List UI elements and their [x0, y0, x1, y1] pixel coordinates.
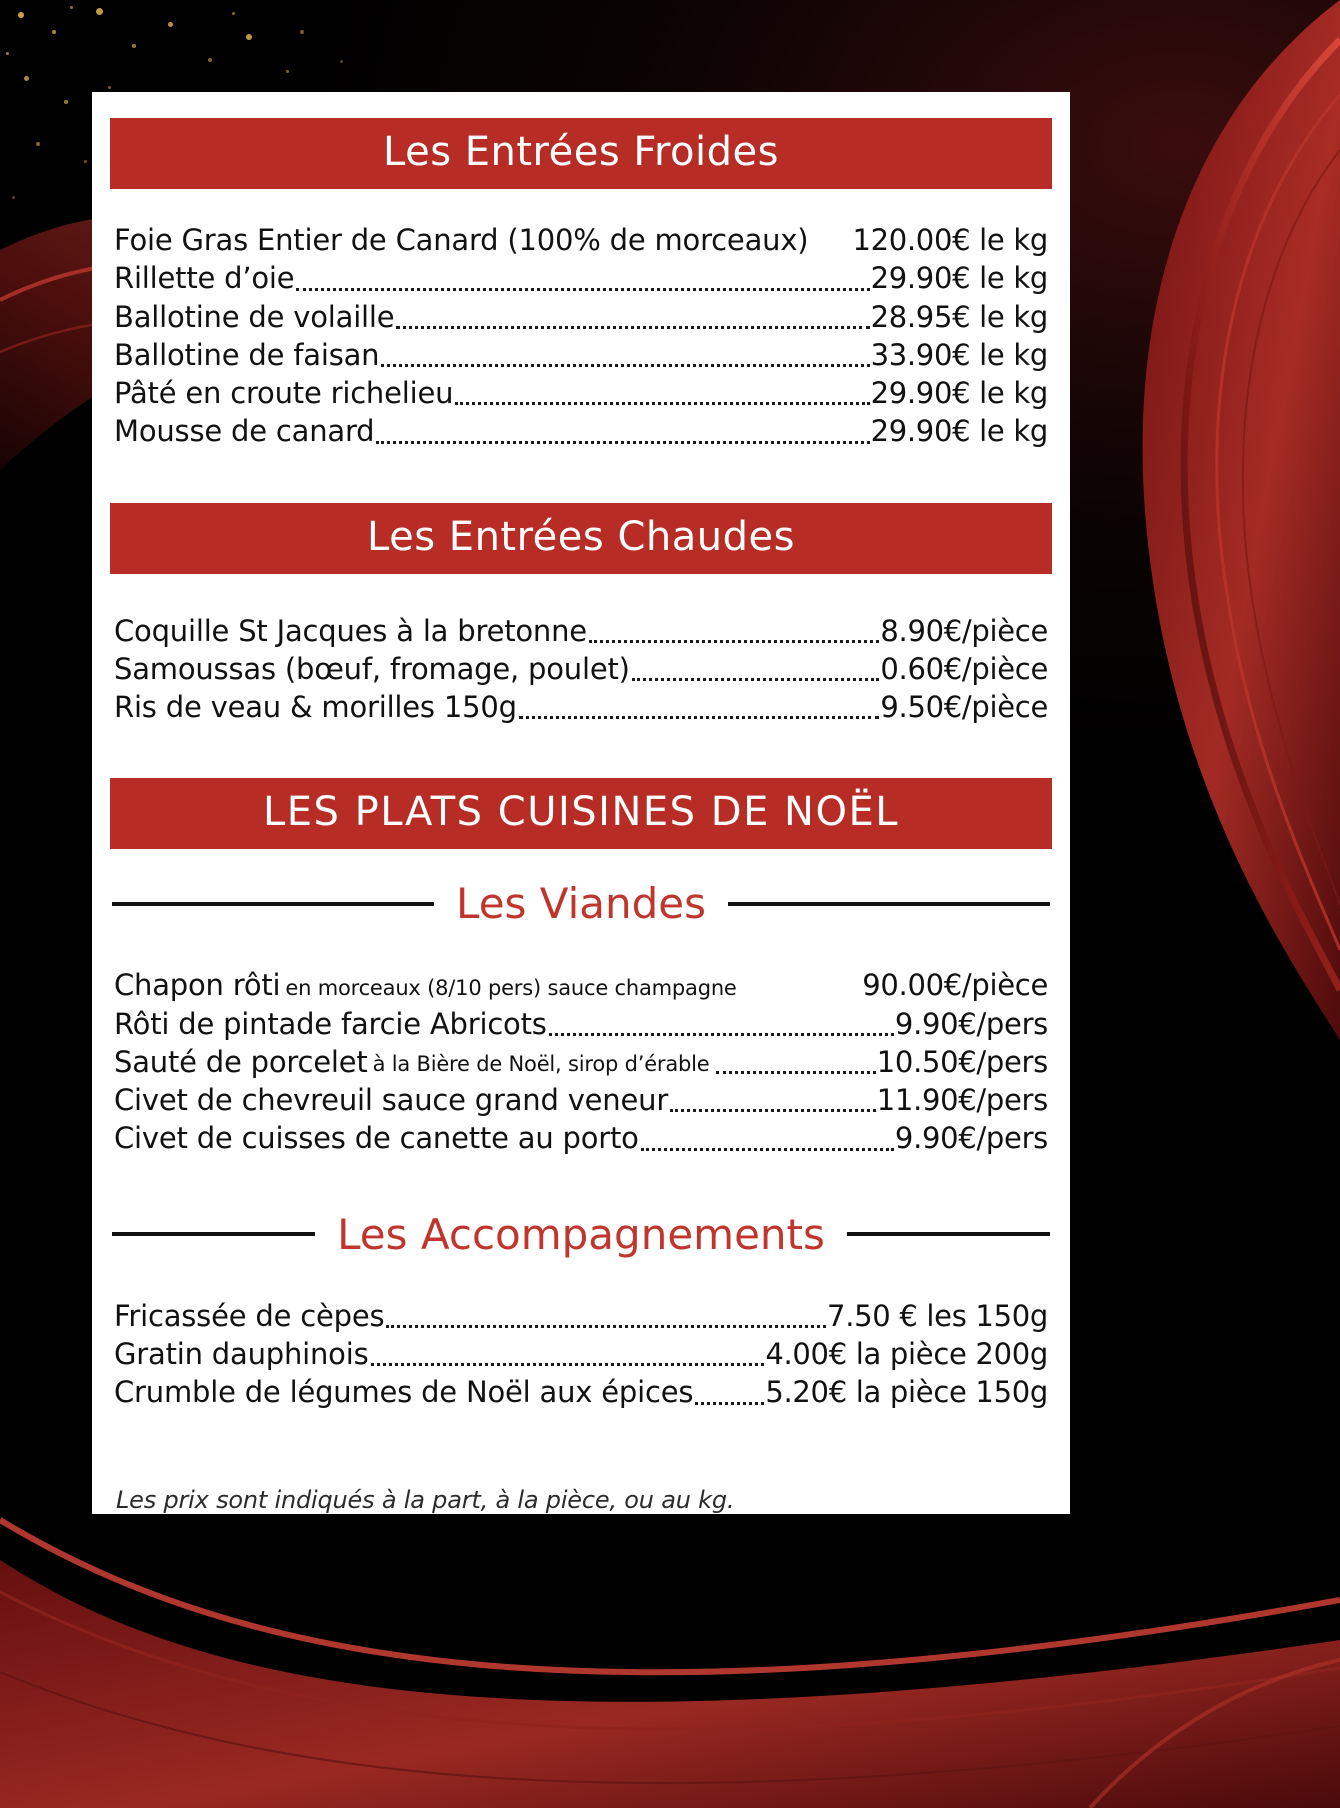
- section-banner-entrees-froides: Les Entrées Froides: [110, 118, 1052, 189]
- menu-item-row: [114, 259, 1048, 297]
- item-price: 33.90€ le kg: [870, 337, 1048, 372]
- divider-rule-right: [728, 902, 1050, 906]
- item-price: 0.60€/pièce: [880, 651, 1048, 686]
- divider-rule-right: [847, 1232, 1050, 1236]
- item-price: 7.50 € les 150g: [827, 1298, 1048, 1333]
- leader-dots: [381, 363, 869, 367]
- item-list-les-viandes: [110, 966, 1052, 1157]
- section-banner-plats-cuisines: LES PLATS CUISINES DE NOËL: [110, 778, 1052, 849]
- menu-card: [92, 92, 1070, 1514]
- item-price: 8.90€/pièce: [880, 613, 1048, 648]
- item-list-entrees-chaudes: [110, 612, 1052, 727]
- item-price: 9.90€/pers: [894, 1006, 1048, 1041]
- subsection-title: Les Viandes: [456, 879, 706, 929]
- menu-item-row: [114, 1043, 1048, 1081]
- menu-item-row: [114, 1005, 1048, 1043]
- menu-item-row: [114, 1297, 1048, 1335]
- menu-item-row: [114, 688, 1048, 726]
- leader-dots: [549, 1032, 894, 1036]
- leader-dots: [641, 1147, 894, 1151]
- leader-dots: [371, 1362, 765, 1366]
- menu-item-row: [114, 966, 1048, 1004]
- item-name: Coquille St Jacques à la bretonne: [114, 613, 587, 648]
- item-description: à la Bière de Noël, sirop d’érable: [372, 1052, 710, 1077]
- item-description: en morceaux (8/10 pers) sauce champagne: [285, 975, 737, 1000]
- item-name: Civet de chevreuil sauce grand veneur: [114, 1083, 669, 1118]
- item-name: Ballotine de faisan: [114, 337, 380, 372]
- item-name: Civet de cuisses de canette au porto: [114, 1121, 639, 1156]
- leader-dots: [386, 1324, 826, 1328]
- item-price: 29.90€ le kg: [870, 376, 1048, 411]
- leader-dots: [810, 251, 851, 252]
- leader-dots: [632, 677, 880, 681]
- item-list-les-accompagnements: [110, 1297, 1052, 1412]
- item-name: Foie Gras Entier de Canard (100% de morceaux): [114, 223, 809, 257]
- leader-dots: [519, 715, 880, 719]
- menu-item-row: [114, 412, 1048, 450]
- section-banner-entrees-chaudes: Les Entrées Chaudes: [110, 503, 1052, 574]
- menu-content: [110, 92, 1052, 1514]
- menu-item-row: [114, 336, 1048, 374]
- subsection-heading-les-viandes: [110, 879, 1052, 928]
- item-name: Crumble de légumes de Noël aux épices: [114, 1375, 694, 1410]
- menu-item-row: [114, 298, 1048, 336]
- leader-dots: [695, 1401, 764, 1405]
- item-price: 9.50€/pièce: [880, 690, 1048, 725]
- item-list-entrees-froides: [110, 221, 1052, 451]
- leader-dots: [455, 401, 869, 405]
- item-price: 9.90€/pers: [894, 1121, 1048, 1156]
- leader-dots: [670, 1108, 876, 1112]
- leader-dots: [376, 440, 869, 444]
- menu-item-row: [114, 374, 1048, 412]
- item-price: 28.95€ le kg: [870, 299, 1048, 334]
- menu-item-row: [114, 1335, 1048, 1373]
- item-price: 120.00€ le kg: [852, 223, 1048, 257]
- item-price: 90.00€/pièce: [862, 968, 1048, 1003]
- item-price: 5.20€ la pièce 150g: [765, 1375, 1048, 1410]
- item-price: 29.90€ le kg: [870, 414, 1048, 449]
- item-name: Fricassée de cèpes: [114, 1298, 385, 1333]
- item-name: Ballotine de volaille: [114, 299, 395, 334]
- menu-item-row: [114, 1081, 1048, 1119]
- item-name: Mousse de canard: [114, 414, 375, 449]
- item-name: Rillette d’oie: [114, 261, 295, 296]
- divider-rule-left: [112, 1232, 315, 1236]
- menu-item-row: [114, 612, 1048, 650]
- leader-dots: [396, 325, 869, 329]
- leader-dots: [589, 639, 879, 643]
- item-name: Gratin dauphinois: [114, 1336, 369, 1371]
- leader-dots: [296, 287, 869, 291]
- leader-dots: [716, 1070, 876, 1074]
- item-price: 10.50€/pers: [876, 1044, 1048, 1079]
- item-name: Sauté de porcelet: [114, 1044, 368, 1079]
- item-name: Rôti de pintade farcie Abricots: [114, 1006, 547, 1041]
- price-disclaimer-note: Les prix sont indiqués à la part, à la pièce, ou au kg.: [116, 1485, 735, 1514]
- item-price: 29.90€ le kg: [870, 261, 1048, 296]
- menu-item-row: [114, 1119, 1048, 1157]
- menu-item-row: [114, 221, 1048, 259]
- item-price: 11.90€/pers: [876, 1083, 1048, 1118]
- leader-dots: [743, 997, 862, 998]
- menu-item-row: [114, 1373, 1048, 1411]
- item-name: Chapon rôti: [114, 968, 281, 1003]
- subsection-heading-les-accompagnements: [110, 1210, 1052, 1259]
- subsection-title: Les Accompagnements: [337, 1209, 825, 1259]
- item-name: Samoussas (bœuf, fromage, poulet): [114, 651, 630, 686]
- menu-item-row: [114, 650, 1048, 688]
- item-price: 4.00€ la pièce 200g: [765, 1336, 1048, 1371]
- divider-rule-left: [112, 902, 434, 906]
- item-name: Pâté en croute richelieu: [114, 376, 454, 411]
- item-name: Ris de veau & morilles 150g: [114, 690, 517, 725]
